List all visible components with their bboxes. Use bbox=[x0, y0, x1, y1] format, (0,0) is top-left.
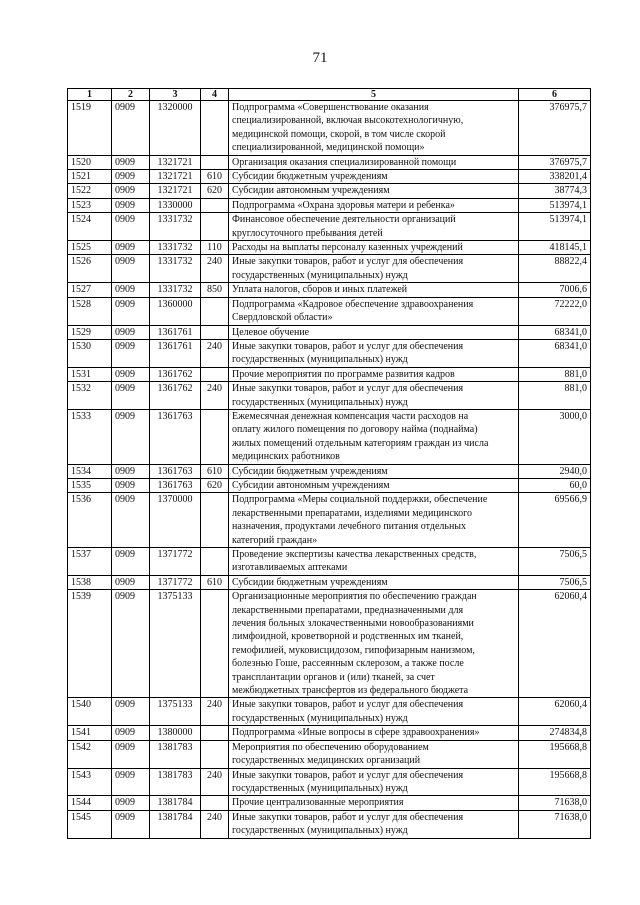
expense-type-cell: 610 bbox=[201, 575, 229, 589]
target-article-cell: 1331732 bbox=[150, 213, 201, 241]
target-article-cell: 1370000 bbox=[150, 493, 201, 548]
item-name-line: Подпрограмма «Иные вопросы в сфере здравоохранения» bbox=[232, 727, 480, 739]
item-name-line: медицинских работников bbox=[232, 451, 340, 463]
item-name-line: трансплантации органов и (или) тканей, за счет bbox=[232, 671, 435, 683]
item-name-line: Организация оказания специализированной помощи bbox=[232, 156, 457, 168]
item-name-line: лекарственными препаратами, изделиями медицинского bbox=[232, 507, 472, 519]
section-code-cell: 0909 bbox=[112, 796, 150, 810]
item-name-line: Иные закупки товаров, работ и услуг для обеспечения bbox=[232, 811, 464, 823]
expense-type-cell: 610 bbox=[201, 464, 229, 478]
table-row bbox=[68, 198, 591, 212]
expense-type-cell bbox=[201, 155, 229, 169]
item-name-line: жилых помещений отдельным категориям граждан из числа bbox=[232, 437, 489, 449]
expense-type-cell bbox=[201, 101, 229, 156]
section-code-cell: 0909 bbox=[112, 478, 150, 492]
row-number-cell: 1536 bbox=[68, 493, 112, 548]
row-number-cell: 1520 bbox=[68, 155, 112, 169]
item-name-line: государственных (муниципальных) нужд bbox=[232, 354, 408, 366]
row-number-cell: 1541 bbox=[68, 726, 112, 740]
amount-cell: 60,0 bbox=[519, 478, 591, 492]
row-number-cell: 1545 bbox=[68, 810, 112, 838]
target-article-cell: 1375133 bbox=[150, 698, 201, 726]
amount-cell: 274834,8 bbox=[519, 726, 591, 740]
amount-cell: 71638,0 bbox=[519, 810, 591, 838]
section-code-cell: 0909 bbox=[112, 155, 150, 169]
expense-type-cell bbox=[201, 493, 229, 548]
table-row bbox=[68, 796, 591, 810]
section-code-cell: 0909 bbox=[112, 740, 150, 768]
table-row bbox=[68, 493, 591, 548]
section-code-cell: 0909 bbox=[112, 726, 150, 740]
target-article-cell: 1320000 bbox=[150, 101, 201, 156]
item-name-line: Подпрограмма «Охрана здоровья матери и ребенка» bbox=[232, 199, 455, 211]
target-article-cell: 1321721 bbox=[150, 170, 201, 184]
amount-cell: 71638,0 bbox=[519, 796, 591, 810]
target-article-cell: 1381784 bbox=[150, 810, 201, 838]
section-code-cell: 0909 bbox=[112, 548, 150, 576]
section-code-cell: 0909 bbox=[112, 590, 150, 698]
item-name-line: Прочие централизованные мероприятия bbox=[232, 797, 404, 809]
expense-type-cell bbox=[201, 297, 229, 325]
section-code-cell: 0909 bbox=[112, 575, 150, 589]
item-name-cell bbox=[229, 478, 519, 492]
amount-cell: 69566,9 bbox=[519, 493, 591, 548]
target-article-cell: 1361762 bbox=[150, 367, 201, 381]
table-row bbox=[68, 698, 591, 726]
row-number-cell: 1544 bbox=[68, 796, 112, 810]
item-name-line: Ежемесячная денежная компенсация части расходов на bbox=[232, 410, 469, 422]
expense-type-cell: 610 bbox=[201, 170, 229, 184]
amount-cell: 7506,5 bbox=[519, 575, 591, 589]
target-article-cell: 1361763 bbox=[150, 409, 201, 464]
table-row bbox=[68, 590, 591, 698]
expense-type-cell bbox=[201, 367, 229, 381]
row-number-cell: 1530 bbox=[68, 339, 112, 367]
item-name-line: Проведение экспертизы качества лекарственных средств, bbox=[232, 549, 477, 560]
section-code-cell: 0909 bbox=[112, 184, 150, 198]
table-row bbox=[68, 575, 591, 589]
row-number-cell: 1523 bbox=[68, 198, 112, 212]
target-article-cell: 1361761 bbox=[150, 339, 201, 367]
amount-cell: 68341,0 bbox=[519, 325, 591, 339]
section-code-cell: 0909 bbox=[112, 255, 150, 283]
table-row bbox=[68, 382, 591, 410]
row-number-cell: 1537 bbox=[68, 548, 112, 576]
expense-type-cell: 850 bbox=[201, 283, 229, 297]
item-name-line: государственных медицинских организаций bbox=[232, 755, 421, 767]
row-number-cell: 1524 bbox=[68, 213, 112, 241]
expense-type-cell bbox=[201, 325, 229, 339]
table-body bbox=[68, 101, 591, 839]
item-name-cell bbox=[229, 155, 519, 169]
section-code-cell: 0909 bbox=[112, 768, 150, 796]
expense-type-cell: 240 bbox=[201, 339, 229, 367]
item-name-cell bbox=[229, 726, 519, 740]
row-number-cell: 1538 bbox=[68, 575, 112, 589]
amount-cell: 418145,1 bbox=[519, 241, 591, 255]
row-number-cell: 1542 bbox=[68, 740, 112, 768]
target-article-cell: 1330000 bbox=[150, 198, 201, 212]
item-name-line: Субсидии бюджетным учреждениям bbox=[232, 576, 388, 588]
target-article-cell: 1380000 bbox=[150, 726, 201, 740]
table-row bbox=[68, 740, 591, 768]
item-name-line: Иные закупки товаров, работ и услуг для обеспечения bbox=[232, 769, 464, 781]
table-row bbox=[68, 184, 591, 198]
item-name-line: межбюджетных трансфертов из федерального бюджета bbox=[232, 685, 469, 697]
item-name-line: Расходы на выплаты персоналу казенных учреждений bbox=[232, 242, 463, 254]
expense-type-cell: 620 bbox=[201, 184, 229, 198]
item-name-line: Свердловской области» bbox=[232, 312, 333, 324]
table-row bbox=[68, 283, 591, 297]
section-code-cell: 0909 bbox=[112, 810, 150, 838]
section-code-cell: 0909 bbox=[112, 283, 150, 297]
row-number-cell: 1534 bbox=[68, 464, 112, 478]
amount-cell: 376975,7 bbox=[519, 101, 591, 156]
amount-cell: 338201,4 bbox=[519, 170, 591, 184]
item-name-line: Финансовое обеспечение деятельности организаций bbox=[232, 214, 456, 226]
column-header: 5 bbox=[229, 89, 519, 101]
target-article-cell: 1381783 bbox=[150, 768, 201, 796]
row-number-cell: 1539 bbox=[68, 590, 112, 698]
target-article-cell: 1331732 bbox=[150, 255, 201, 283]
table-row bbox=[68, 155, 591, 169]
amount-cell: 68341,0 bbox=[519, 339, 591, 367]
table-row bbox=[68, 367, 591, 381]
section-code-cell: 0909 bbox=[112, 698, 150, 726]
expense-type-cell bbox=[201, 548, 229, 576]
expense-type-cell: 110 bbox=[201, 241, 229, 255]
expense-type-cell bbox=[201, 198, 229, 212]
expense-type-cell bbox=[201, 409, 229, 464]
amount-cell: 376975,7 bbox=[519, 155, 591, 169]
table-row bbox=[68, 325, 591, 339]
table-row bbox=[68, 810, 591, 838]
expense-type-cell: 240 bbox=[201, 810, 229, 838]
row-number-cell: 1521 bbox=[68, 170, 112, 184]
row-number-cell: 1527 bbox=[68, 283, 112, 297]
target-article-cell: 1321721 bbox=[150, 184, 201, 198]
item-name-line: Иные закупки товаров, работ и услуг для обеспечения bbox=[232, 699, 464, 711]
item-name-cell bbox=[229, 283, 519, 297]
column-header: 1 bbox=[68, 89, 112, 101]
amount-cell: 513974,1 bbox=[519, 213, 591, 241]
amount-cell: 62060,4 bbox=[519, 590, 591, 698]
item-name-cell bbox=[229, 590, 519, 698]
target-article-cell: 1361763 bbox=[150, 478, 201, 492]
table-row bbox=[68, 768, 591, 796]
item-name-line: государственных (муниципальных) нужд bbox=[232, 269, 408, 281]
amount-cell: 7506,5 bbox=[519, 548, 591, 576]
item-name-cell bbox=[229, 575, 519, 589]
item-name-cell bbox=[229, 184, 519, 198]
item-name-cell bbox=[229, 213, 519, 241]
target-article-cell: 1331732 bbox=[150, 241, 201, 255]
amount-cell: 2940,0 bbox=[519, 464, 591, 478]
amount-cell: 88822,4 bbox=[519, 255, 591, 283]
expense-type-cell bbox=[201, 213, 229, 241]
item-name-cell bbox=[229, 810, 519, 838]
section-code-cell: 0909 bbox=[112, 297, 150, 325]
item-name-cell bbox=[229, 170, 519, 184]
row-number-cell: 1533 bbox=[68, 409, 112, 464]
table-row bbox=[68, 241, 591, 255]
item-name-cell bbox=[229, 241, 519, 255]
item-name-line: медицинской помощи, скорой, в том числе скорой bbox=[232, 128, 446, 140]
item-name-cell bbox=[229, 297, 519, 325]
target-article-cell: 1361762 bbox=[150, 382, 201, 410]
item-name-cell bbox=[229, 325, 519, 339]
item-name-cell bbox=[229, 198, 519, 212]
item-name-line: специализированной, медицинской помощи» bbox=[232, 142, 425, 154]
amount-cell: 3000,0 bbox=[519, 409, 591, 464]
item-name-cell bbox=[229, 493, 519, 548]
table-row bbox=[68, 213, 591, 241]
item-name-line: государственных (муниципальных) нужд bbox=[232, 825, 408, 837]
row-number-cell: 1528 bbox=[68, 297, 112, 325]
section-code-cell: 0909 bbox=[112, 213, 150, 241]
target-article-cell: 1371772 bbox=[150, 575, 201, 589]
section-code-cell: 0909 bbox=[112, 101, 150, 156]
section-code-cell: 0909 bbox=[112, 382, 150, 410]
item-name-cell bbox=[229, 382, 519, 410]
amount-cell: 62060,4 bbox=[519, 698, 591, 726]
item-name-line: гемофилией, муковисцидозом, гипофизарным нанизмом, bbox=[232, 644, 475, 656]
item-name-line: Субсидии автономным учреждениям bbox=[232, 185, 390, 197]
item-name-line: специализированной, включая высокотехнологичную, bbox=[232, 115, 464, 127]
table-row bbox=[68, 101, 591, 156]
column-header: 2 bbox=[112, 89, 150, 101]
item-name-cell bbox=[229, 255, 519, 283]
item-name-line: Субсидии автономным учреждениям bbox=[232, 479, 390, 491]
row-number-cell: 1543 bbox=[68, 768, 112, 796]
item-name-cell bbox=[229, 768, 519, 796]
item-name-line: Уплата налогов, сборов и иных платежей bbox=[232, 284, 408, 296]
section-code-cell: 0909 bbox=[112, 198, 150, 212]
target-article-cell: 1321721 bbox=[150, 155, 201, 169]
item-name-line: болезнью Гоше, рассеянным склерозом, а также после bbox=[232, 658, 464, 670]
item-name-cell bbox=[229, 548, 519, 576]
item-name-cell bbox=[229, 101, 519, 156]
target-article-cell: 1371772 bbox=[150, 548, 201, 576]
item-name-cell bbox=[229, 796, 519, 810]
target-article-cell: 1331732 bbox=[150, 283, 201, 297]
target-article-cell: 1361761 bbox=[150, 325, 201, 339]
table-row bbox=[68, 297, 591, 325]
section-code-cell: 0909 bbox=[112, 464, 150, 478]
item-name-cell bbox=[229, 367, 519, 381]
item-name-line: Иные закупки товаров, работ и услуг для обеспечения bbox=[232, 340, 464, 352]
target-article-cell: 1381784 bbox=[150, 796, 201, 810]
row-number-cell: 1522 bbox=[68, 184, 112, 198]
item-name-line: Подпрограмма «Меры социальной поддержки, обеспечение bbox=[232, 494, 488, 506]
item-name-line: категорий граждан» bbox=[232, 534, 318, 546]
target-article-cell: 1360000 bbox=[150, 297, 201, 325]
item-name-line: Мероприятия по обеспечению оборудованием bbox=[232, 741, 429, 753]
item-name-cell bbox=[229, 464, 519, 478]
item-name-line: изготавливаемых аптеками bbox=[232, 562, 348, 574]
amount-cell: 72222,0 bbox=[519, 297, 591, 325]
item-name-cell bbox=[229, 740, 519, 768]
item-name-line: Субсидии бюджетным учреждениям bbox=[232, 465, 388, 477]
item-name-line: Прочие мероприятия по программе развития кадров bbox=[232, 368, 455, 380]
item-name-cell bbox=[229, 339, 519, 367]
item-name-line: Целевое обучение bbox=[232, 326, 310, 338]
row-number-cell: 1529 bbox=[68, 325, 112, 339]
table-row bbox=[68, 726, 591, 740]
table-header-row bbox=[68, 89, 591, 101]
budget-table bbox=[67, 88, 591, 839]
item-name-line: Подпрограмма «Кадровое обеспечение здравоохранения bbox=[232, 298, 474, 310]
row-number-cell: 1525 bbox=[68, 241, 112, 255]
item-name-line: Организационные мероприятия по обеспечению граждан bbox=[232, 591, 477, 603]
table-row bbox=[68, 548, 591, 576]
section-code-cell: 0909 bbox=[112, 170, 150, 184]
section-code-cell: 0909 bbox=[112, 325, 150, 339]
item-name-line: лечения больных злокачественными новообразованиями bbox=[232, 618, 474, 630]
item-name-line: государственных (муниципальных) нужд bbox=[232, 782, 408, 794]
table-row bbox=[68, 255, 591, 283]
amount-cell: 195668,8 bbox=[519, 740, 591, 768]
target-article-cell: 1361763 bbox=[150, 464, 201, 478]
item-name-cell bbox=[229, 698, 519, 726]
section-code-cell: 0909 bbox=[112, 241, 150, 255]
table-row bbox=[68, 464, 591, 478]
expense-type-cell bbox=[201, 740, 229, 768]
section-code-cell: 0909 bbox=[112, 367, 150, 381]
amount-cell: 513974,1 bbox=[519, 198, 591, 212]
amount-cell: 195668,8 bbox=[519, 768, 591, 796]
expense-type-cell: 240 bbox=[201, 698, 229, 726]
expense-type-cell: 620 bbox=[201, 478, 229, 492]
table-row bbox=[68, 339, 591, 367]
expense-type-cell bbox=[201, 796, 229, 810]
amount-cell: 881,0 bbox=[519, 382, 591, 410]
item-name-line: Подпрограмма «Совершенствование оказания bbox=[232, 102, 429, 113]
row-number-cell: 1519 bbox=[68, 101, 112, 156]
row-number-cell: 1535 bbox=[68, 478, 112, 492]
table-row bbox=[68, 478, 591, 492]
amount-cell: 881,0 bbox=[519, 367, 591, 381]
row-number-cell: 1540 bbox=[68, 698, 112, 726]
item-name-line: назначения, продуктами лечебного питания отдельных bbox=[232, 521, 467, 533]
column-header: 6 bbox=[519, 89, 591, 101]
target-article-cell: 1381783 bbox=[150, 740, 201, 768]
item-name-cell bbox=[229, 409, 519, 464]
expense-type-cell: 240 bbox=[201, 255, 229, 283]
item-name-line: Субсидии бюджетным учреждениям bbox=[232, 171, 388, 183]
expense-type-cell bbox=[201, 590, 229, 698]
item-name-line: Иные закупки товаров, работ и услуг для обеспечения bbox=[232, 383, 464, 395]
row-number-cell: 1532 bbox=[68, 382, 112, 410]
item-name-line: круглосуточного пребывания детей bbox=[232, 227, 383, 239]
expense-type-cell: 240 bbox=[201, 768, 229, 796]
row-number-cell: 1526 bbox=[68, 255, 112, 283]
table-row bbox=[68, 170, 591, 184]
amount-cell: 38774,3 bbox=[519, 184, 591, 198]
section-code-cell: 0909 bbox=[112, 409, 150, 464]
row-number-cell: 1531 bbox=[68, 367, 112, 381]
item-name-line: лимфоидной, кроветворной и родственных им тканей, bbox=[232, 631, 464, 643]
item-name-line: оплату жилого помещения по договору найма (поднайма) bbox=[232, 424, 478, 436]
item-name-line: лекарственными препаратами, предназначенными для bbox=[232, 604, 464, 616]
item-name-line: государственных (муниципальных) нужд bbox=[232, 712, 408, 724]
column-header: 4 bbox=[201, 89, 229, 101]
expense-type-cell bbox=[201, 726, 229, 740]
item-name-line: государственных (муниципальных) нужд bbox=[232, 396, 408, 408]
page-number: 71 bbox=[312, 50, 328, 66]
target-article-cell: 1375133 bbox=[150, 590, 201, 698]
amount-cell: 7006,6 bbox=[519, 283, 591, 297]
table-row bbox=[68, 409, 591, 464]
expense-type-cell: 240 bbox=[201, 382, 229, 410]
section-code-cell: 0909 bbox=[112, 339, 150, 367]
column-header: 3 bbox=[150, 89, 201, 101]
section-code-cell: 0909 bbox=[112, 493, 150, 548]
item-name-line: Иные закупки товаров, работ и услуг для обеспечения bbox=[232, 256, 464, 268]
